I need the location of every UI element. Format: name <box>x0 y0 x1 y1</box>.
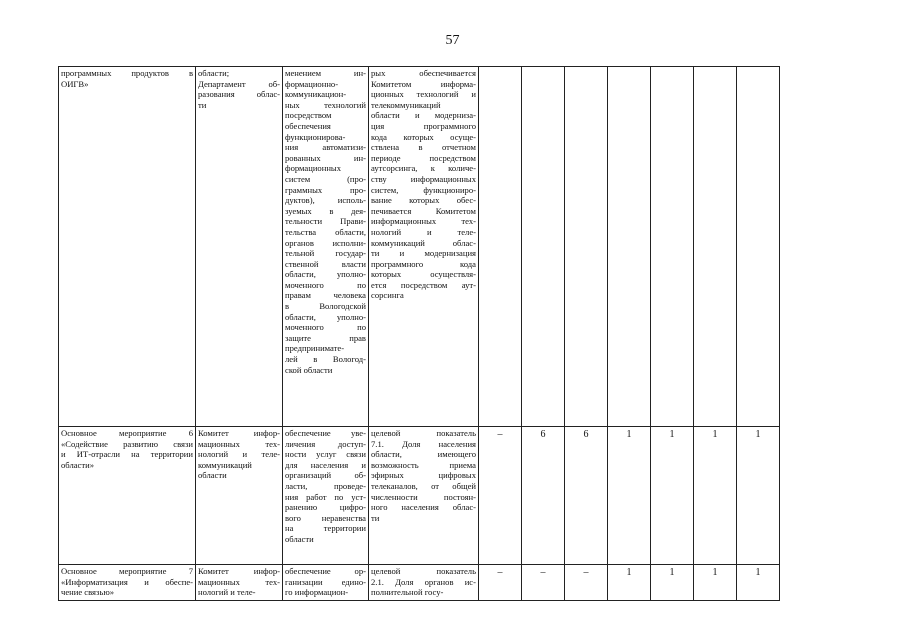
cell-text-line: ствлена в отчетном <box>371 142 476 153</box>
cell-text-line: моченного по <box>285 322 366 333</box>
cell-text-line: лей в Вологод- <box>285 354 366 365</box>
cell-text-line: ния работ по уст- <box>285 491 366 502</box>
cell-text-line: сорсинга <box>371 290 404 301</box>
cell-text-line: вание которых обес- <box>371 195 476 206</box>
cell-text-line: ция программного <box>371 120 476 131</box>
cell-text-line: коммуникаций облас- <box>371 237 476 248</box>
cell-text-line: мационных тех- <box>198 438 280 449</box>
cell-text-line: ОИГВ» <box>61 78 89 89</box>
cell-text-line: функционирова- <box>285 131 346 142</box>
cell-text-line: предпринимате- <box>285 343 345 354</box>
indicator-value-cell: – <box>479 565 522 601</box>
cell-text-line: которых осуществля- <box>371 269 476 280</box>
cell-text-line: «Содействие развитию связи <box>61 438 193 449</box>
cell-text-line: моченного по <box>285 279 366 290</box>
indicator-value-cell: 1 <box>737 565 780 601</box>
cell-text-line: программных продуктов в <box>61 68 193 78</box>
indicator-value-cell: 6 <box>522 427 565 565</box>
cell-text-line: рых обеспечивается <box>371 68 476 78</box>
cell-text-line: численности постоян- <box>371 491 476 502</box>
indicator-value-cell: 6 <box>565 427 608 565</box>
cell-text-line: ти <box>198 99 207 110</box>
cell-text-line: целевой показатель <box>371 428 476 438</box>
indicator-value-cell: 1 <box>694 427 737 565</box>
cell-text-line: 7.1. Доля населения <box>371 438 476 449</box>
indicator-value-cell: 1 <box>651 565 694 601</box>
cell-text-line: эфирных цифровых <box>371 470 476 481</box>
indicator-value-cell: – <box>479 427 522 565</box>
indicator-value-cell <box>608 67 651 427</box>
cell-text-line: целевой показатель <box>371 566 476 576</box>
measure-name-cell <box>59 67 196 427</box>
cell-text-line: телекоммуникаций <box>371 99 441 110</box>
cell-text-line: тельной государ- <box>285 248 366 259</box>
cell-text-line: формационных <box>285 163 341 174</box>
cell-text-line: «Информатизация и обеспе- <box>61 576 193 587</box>
cell-text-line: организаций об- <box>285 470 366 481</box>
cell-text-line: разования облас- <box>198 89 280 100</box>
cell-text-line: обеспечение уве- <box>285 428 366 438</box>
cell-text-line: области и модерниза- <box>371 110 476 121</box>
cell-text-line: вого неравенства <box>285 512 366 523</box>
table-row <box>59 67 780 427</box>
cell-text-line: ству информационных <box>371 173 476 184</box>
cell-text-line: области, уполно- <box>285 269 366 280</box>
cell-text-line: для населения и <box>285 459 366 470</box>
executor-cell <box>196 565 283 601</box>
cell-text-line: ния автоматизи- <box>285 142 366 153</box>
indicator-value-cell: 1 <box>651 427 694 565</box>
cell-text-line: тельства области, <box>285 226 366 237</box>
measure-name-cell <box>59 427 196 565</box>
cell-text-line: тельности Прави- <box>285 216 366 227</box>
target-indicator-cell <box>369 565 479 601</box>
cell-text-line: зуемых в дея- <box>285 205 366 216</box>
measure-name-cell <box>59 565 196 601</box>
cell-text-line: ности услуг связи <box>285 449 366 460</box>
cell-text-line: Основное мероприятие 6 <box>61 428 193 438</box>
cell-text-line: информационных тех- <box>371 216 476 227</box>
expected-result-cell <box>283 565 369 601</box>
cell-text-line: посредством <box>285 110 332 121</box>
indicator-value-cell <box>694 67 737 427</box>
cell-text-line: чение связью» <box>61 587 115 598</box>
cell-text-line: менением ин- <box>285 68 366 78</box>
cell-text-line: рованных ин- <box>285 152 366 163</box>
indicator-value-cell: – <box>565 565 608 601</box>
cell-text-line: мационных тех- <box>198 576 280 587</box>
cell-text-line: Комитет инфор- <box>198 428 280 438</box>
cell-text-line: дуктов), исполь- <box>285 195 366 206</box>
expected-result-cell <box>283 427 369 565</box>
cell-text-line: органов исполни- <box>285 237 366 248</box>
cell-text-line: Комитет инфор- <box>198 566 280 576</box>
cell-text-line: нологий и теле- <box>198 449 280 460</box>
table-row <box>59 565 780 601</box>
cell-text-line: области <box>198 470 227 481</box>
page-number: 57 <box>445 33 460 48</box>
cell-text-line: полнительной госу- <box>371 587 444 598</box>
cell-text-line: области <box>285 533 314 544</box>
cell-text-line: формационно- <box>285 78 339 89</box>
cell-text-line: аутсорсинга, к количе- <box>371 163 476 174</box>
cell-text-line: Комитетом информа- <box>371 78 476 89</box>
indicator-value-cell <box>651 67 694 427</box>
cell-text-line: ется посредством аут- <box>371 279 476 290</box>
cell-text-line: ственной власти <box>285 258 366 269</box>
cell-text-line: граммных про- <box>285 184 366 195</box>
target-indicator-cell <box>369 67 479 427</box>
cell-text-line: кода которых осуще- <box>371 131 476 142</box>
cell-text-line: нологий и теле- <box>198 587 256 598</box>
cell-text-line: 2.1. Доля органов ис- <box>371 576 476 587</box>
cell-text-line: Департамент об- <box>198 78 280 89</box>
cell-text-line: области, имеющего <box>371 449 476 460</box>
cell-text-line: программного кода <box>371 258 476 269</box>
cell-text-line: телеканалов, от общей <box>371 480 476 491</box>
indicator-value-cell <box>522 67 565 427</box>
cell-text-line: личения доступ- <box>285 438 366 449</box>
cell-text-line: ти <box>371 512 380 523</box>
indicator-value-cell: 1 <box>737 427 780 565</box>
cell-text-line: на территории <box>285 523 366 534</box>
cell-text-line: коммуникацион- <box>285 89 347 100</box>
indicator-value-cell <box>565 67 608 427</box>
cell-text-line: возможность приема <box>371 459 476 470</box>
indicator-value-cell <box>479 67 522 427</box>
target-indicator-cell <box>369 427 479 565</box>
executor-cell <box>196 427 283 565</box>
cell-text-line: ганизации едино- <box>285 576 366 587</box>
table-row <box>59 427 780 565</box>
cell-text-line: систем (про- <box>285 173 366 184</box>
cell-text-line: защите прав <box>285 332 366 343</box>
indicator-value-cell: 1 <box>694 565 737 601</box>
cell-text-line: нологий и теле- <box>371 226 476 237</box>
cell-text-line: го информацион- <box>285 587 349 598</box>
cell-text-line: коммуникаций <box>198 459 252 470</box>
indicator-value-cell <box>737 67 780 427</box>
indicator-value-cell: 1 <box>608 565 651 601</box>
cell-text-line: ционных технологий и <box>371 89 476 100</box>
cell-text-line: ти и модернизация <box>371 248 476 259</box>
cell-text-line: правам человека <box>285 290 366 301</box>
cell-text-line: области; <box>198 68 230 78</box>
executor-cell <box>196 67 283 427</box>
cell-text-line: ской области <box>285 364 333 375</box>
cell-text-line: области» <box>61 459 95 470</box>
cell-text-line: ного населения облас- <box>371 502 476 513</box>
indicator-value-cell: – <box>522 565 565 601</box>
indicator-value-cell: 1 <box>608 427 651 565</box>
cell-text-line: и ИТ-отрасли на территории <box>61 449 193 460</box>
expected-result-cell <box>283 67 369 427</box>
cell-text-line: обеспечения <box>285 120 331 131</box>
cell-text-line: ранению цифро- <box>285 502 366 513</box>
cell-text-line: печивается Комитетом <box>371 205 476 216</box>
program-measures-table <box>58 66 780 601</box>
cell-text-line: области, уполно- <box>285 311 366 322</box>
cell-text-line: Основное мероприятие 7 <box>61 566 193 576</box>
cell-text-line: в Вологодской <box>285 301 366 312</box>
cell-text-line: ных технологий <box>285 99 366 110</box>
cell-text-line: обеспечение ор- <box>285 566 366 576</box>
cell-text-line: систем, функциониро- <box>371 184 476 195</box>
cell-text-line: ласти, проведе- <box>285 480 366 491</box>
cell-text-line: периоде посредством <box>371 152 476 163</box>
